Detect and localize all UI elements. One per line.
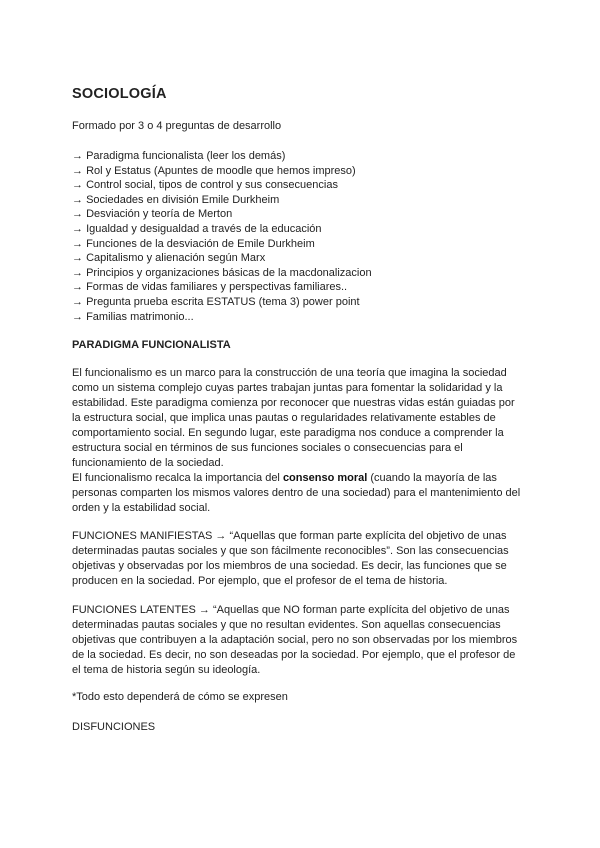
arrow-icon: → [72, 193, 83, 206]
paragraph-line: estabilidad. Este paradigma comienza por reconocer que nuestras vidas están guiadas por [72, 397, 515, 409]
list-item: → Familias matrimonio... [72, 310, 194, 323]
arrow-icon: → [72, 281, 83, 294]
list-item: → Formas de vidas familiares y perspectivas familiares.. [72, 281, 348, 294]
document-subtitle: Formado por 3 o 4 preguntas de desarrollo [72, 120, 282, 132]
arrow-icon: → [72, 310, 83, 323]
list-item: → Pregunta prueba escrita ESTATUS (tema 3) power point [72, 295, 360, 308]
document-title: SOCIOLOGÍA [72, 86, 167, 102]
list-item: → Capitalismo y alienación según Marx [72, 252, 266, 265]
arrow-icon: → [72, 150, 83, 162]
paragraph-line: funcionamiento de la sociedad. [72, 457, 224, 469]
arrow-icon: → [72, 164, 83, 177]
arrow-icon: → [72, 295, 83, 308]
paragraph-line: objetivas y observadas por los miembros de una sociedad. Es decir, las funciones que se [72, 560, 507, 572]
paragraph-line: El funcionalismo recalca la importancia del consenso moral (cuando la mayoría de las [72, 472, 497, 484]
arrow-icon: → [72, 208, 83, 221]
paragraph-manifest-functions [72, 529, 532, 589]
paragraph-latent-functions [72, 603, 532, 678]
paragraph-line: determinadas pautas sociales y que son fácilmente reconocibles”. Son las consecuencias [72, 545, 509, 557]
list-item: → Sociedades en división Emile Durkheim [72, 193, 280, 206]
paragraph-line: determinadas pautas sociales y que no resultan evidentes. Son aquellas consecuencias [72, 619, 501, 631]
list-item: → Rol y Estatus (Apuntes de moodle que hemos impreso) [72, 164, 356, 177]
bold-term: consenso moral [282, 472, 368, 484]
paragraph-line: objetivas que contribuyen a la adaptación social, pero no son observadas por los miembros [72, 634, 518, 646]
paragraph-line: FUNCIONES MANIFIESTAS → “Aquellas que forman parte explícita del objetivo de unas [72, 530, 507, 542]
arrow-icon: → [72, 252, 83, 265]
list-item: → Funciones de la desviación de Emile Durkheim [72, 237, 315, 250]
paragraph-line: comportamiento social. En segundo lugar, este paradigma nos conduce a comprender la [72, 427, 504, 439]
section-heading: PARADIGMA FUNCIONALISTA [72, 339, 231, 351]
arrow-icon: → [72, 237, 83, 250]
paragraph-line: orden y la estabilidad social. [72, 502, 211, 514]
paragraph-line: FUNCIONES LATENTES → “Aquellas que NO forman parte explícita del objetivo de unas [72, 604, 510, 616]
paragraph-line: El funcionalismo es un marco para la construcción de una teoría que imagina la sociedad [72, 367, 507, 379]
list-item: → Desviación y teoría de Merton [72, 208, 233, 221]
paragraph-line: de la sociedad. Es decir, no son deseadas por la sociedad. Por ejemplo, que el profesor de [72, 649, 516, 661]
arrow-icon: → [72, 179, 83, 192]
paragraph-line: producen en la sociedad. Por ejemplo, que el profesor de el tema de historia. [72, 575, 448, 587]
note: *Todo esto dependerá de cómo se expresen [72, 691, 288, 703]
list-item: → Paradigma funcionalista (leer los demás) [72, 150, 286, 162]
list-item: → Control social, tipos de control y sus consecuencias [72, 179, 338, 192]
paragraph-line: estructura social en términos de sus funciones sociales o consecuencias para el [72, 442, 463, 454]
paragraph-line: el tema de historia según su ideología. [72, 664, 261, 676]
subheading-disfunciones: DISFUNCIONES [72, 721, 156, 733]
paragraph-line: personas comparten los mismos valores dentro de una sociedad) para el mantenimiento del [72, 487, 521, 499]
topic-list [72, 149, 372, 324]
arrow-icon: → [72, 222, 83, 235]
arrow-icon: → [72, 266, 83, 279]
paragraph-line: como un sistema complejo cuyas partes trabajan juntas para fomentar la solidaridad y la [72, 382, 503, 394]
paragraph-functionalism [72, 366, 532, 516]
paragraph-line: la estructura social, que implica unas pautas o regularidades relativamente estables de [72, 412, 496, 424]
list-item: → Principios y organizaciones básicas de la macdonalizacion [72, 266, 372, 279]
list-item: → Igualdad y desigualdad a través de la educación [72, 222, 322, 235]
